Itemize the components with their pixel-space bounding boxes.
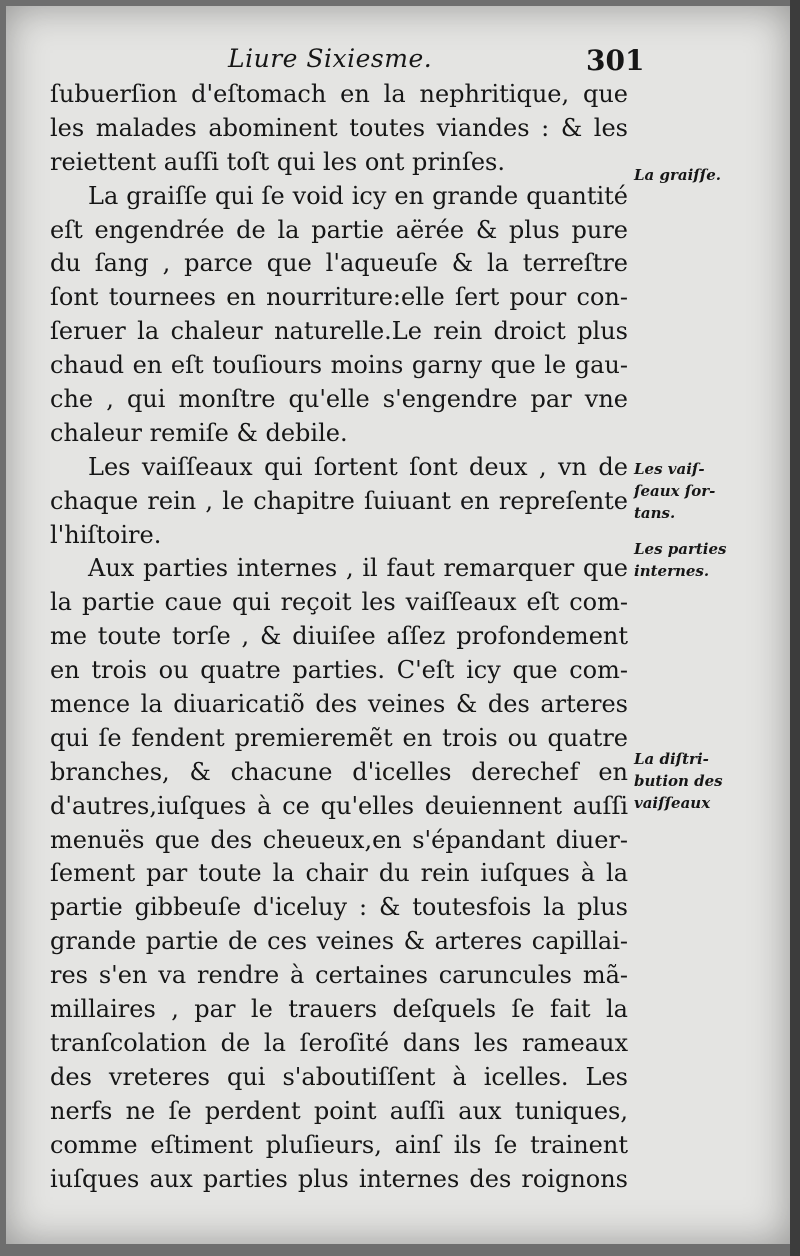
text-line: eſt engendrée de la partie aërée & plus pure (50, 215, 628, 244)
margin-note-graisse (634, 164, 754, 186)
text-line: qui ſe fendent premieremẽt en trois ou quatre (50, 723, 628, 752)
text-line: branches, & chacune d'icelles derechef en (50, 757, 628, 786)
text-line: tranſcolation de la ſeroſité dans les rameaux (50, 1028, 628, 1057)
margin-note-parties-internes (634, 538, 754, 582)
text-line: en trois ou quatre parties. C'eſt icy que com- (50, 656, 628, 685)
text-line: ſement par toute la chair du rein iuſques à la (50, 859, 628, 888)
text-line: chaud en eſt touſiours moins garny que le gau- (50, 351, 628, 380)
margin-note-vaisseaux-sortans (634, 458, 754, 524)
text-line: les malades abominent toutes viandes : & les (50, 113, 628, 142)
page-header (6, 44, 790, 80)
text-line: grande partie de ces veines & arteres capillai- (50, 927, 628, 956)
text-line: Aux parties internes , il faut remarquer que (88, 554, 628, 583)
text-line: iuſques aux parties plus internes des roignons (50, 1164, 628, 1193)
text-line: reiettent auſſi toſt qui les ont prinſes. (50, 147, 505, 176)
margin-note-line: La diſtri- (634, 750, 709, 768)
text-line: comme eſtiment pluſieurs, ainſ ils ſe trainent (50, 1130, 628, 1159)
text-line: res s'en va rendre à certaines caruncules mã- (50, 961, 628, 990)
margin-note-line: tans. (634, 504, 676, 522)
text-line: menuës que des cheueux,en s'épandant diuer- (50, 825, 628, 854)
text-line: des vreteres qui s'aboutiſſent à icelles. Les (50, 1062, 628, 1091)
text-line: Les vaiſſeaux qui ſortent ſont deux , vn de (88, 452, 628, 481)
margin-note-line: Les parties (634, 540, 727, 558)
text-line: me toute torſe , & diuiſee aſſez profondement (50, 622, 628, 651)
text-line: ſont tournees en nourriture:elle ſert pour con- (50, 283, 628, 312)
page-edge-shadow (790, 0, 800, 1256)
text-line: mence la diuaricatiõ des veines & des arteres (50, 690, 628, 719)
text-line: l'hiſtoire. (50, 520, 162, 549)
text-line: millaires , par le trauers deſquels ſe fait la (50, 995, 628, 1024)
text-line: chaleur remiſe & debile. (50, 418, 348, 447)
text-line: partie gibbeuſe d'iceluy : & toutesfois la plus (50, 893, 628, 922)
page-number: 301 (586, 44, 645, 77)
text-line: la partie caue qui reçoit les vaiſſeaux eſt com- (50, 588, 628, 617)
text-line: chaque rein , le chapitre ſuiuant en repreſente (50, 486, 628, 515)
text-line: nerfs ne ſe perdent point auſſi aux tuniques, (50, 1096, 628, 1125)
running-head: Liure Sixiesme. (228, 44, 433, 73)
margin-note-line: ſeaux ſor- (634, 482, 716, 500)
text-line: La graiſſe qui ſe void icy en grande quantité (88, 181, 628, 210)
book-page (6, 6, 790, 1244)
margin-note-line: La graiſſe. (634, 166, 721, 184)
body-text (50, 78, 628, 1196)
margin-note-line: Les vaiſ- (634, 460, 705, 478)
margin-note-line: internes. (634, 562, 710, 580)
text-line: d'autres,iuſques à ce qu'elles deuiennent auſſi (50, 791, 628, 820)
text-line: du ſang , parce que l'aqueuſe & la terreſtre (50, 249, 628, 278)
text-line: ſeruer la chaleur naturelle.Le rein droict plus (50, 317, 628, 346)
margin-note-line: bution des (634, 772, 723, 790)
margin-note-line: vaiſſeaux (634, 794, 711, 812)
margin-note-distribution-vaisseaux (634, 748, 754, 814)
text-line: ſubuerſion d'eſtomach en la nephritique, que (50, 80, 628, 108)
text-line: che , qui monſtre qu'elle s'engendre par vne (50, 385, 628, 414)
